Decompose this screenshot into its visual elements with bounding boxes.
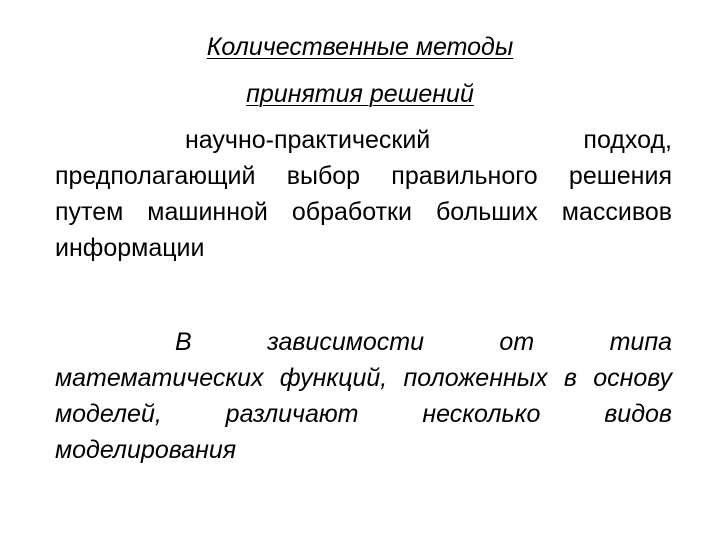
slide-title-line-1: Количественные методы xyxy=(206,33,514,61)
modeling-types-paragraph: В зависимости от типа математических функций, положенных в основу моделей, различают несколько видов моделирования xyxy=(55,328,672,464)
definition-paragraph: научно-практический подход, предполагающий выбор правильного решения путем машинной обработки больших массивов информации xyxy=(55,126,672,262)
slide-title-line-2: принятия решений xyxy=(246,80,474,108)
